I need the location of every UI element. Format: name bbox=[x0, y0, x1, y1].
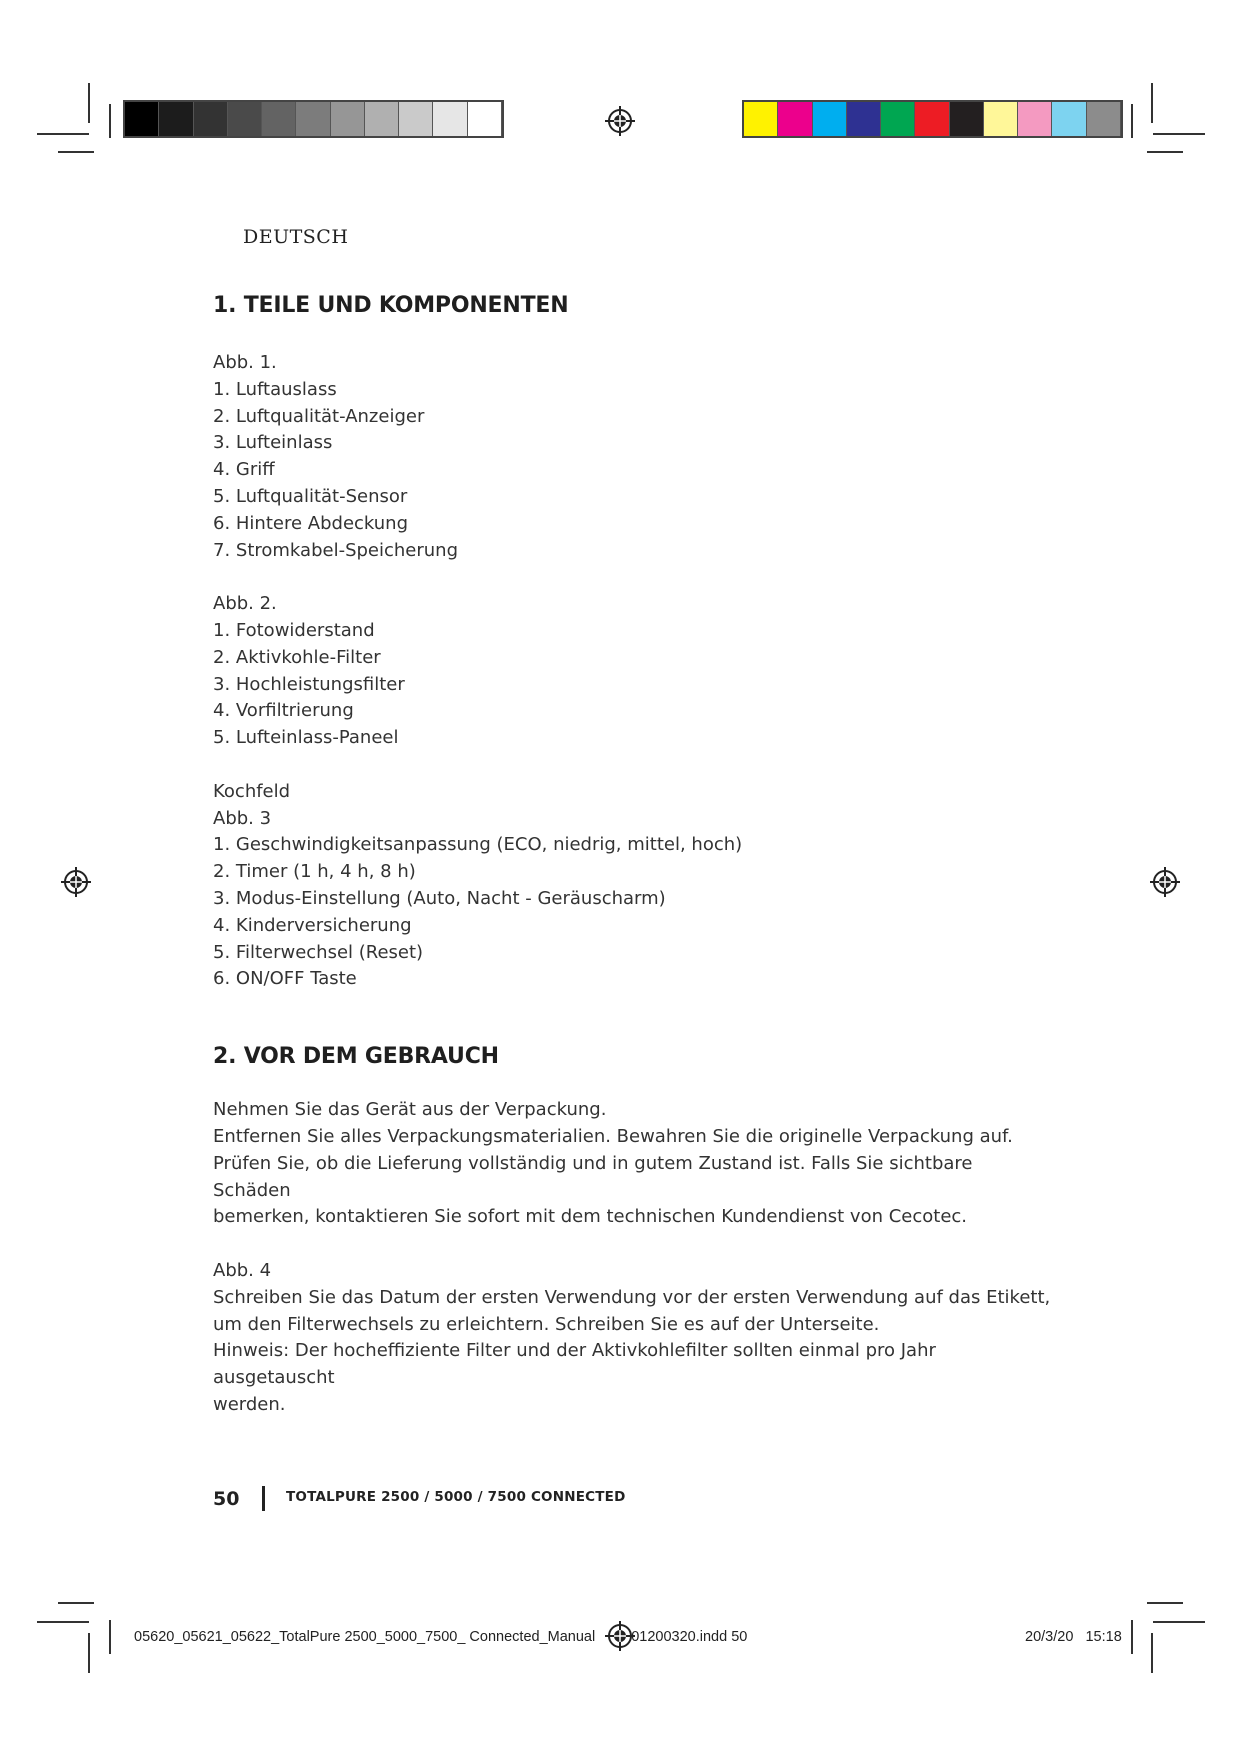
color-swatch bbox=[847, 102, 881, 136]
section-heading: 1. TEILE UND KOMPONENTEN bbox=[213, 293, 569, 318]
color-swatch bbox=[1052, 102, 1086, 136]
color-swatch bbox=[1018, 102, 1052, 136]
crop-mark bbox=[1147, 151, 1183, 153]
list-item: 3. Hochleistungsfilter bbox=[213, 673, 405, 695]
color-swatch bbox=[262, 102, 296, 136]
crop-mark bbox=[58, 1602, 94, 1604]
color-swatch bbox=[194, 102, 228, 136]
color-swatch bbox=[159, 102, 193, 136]
list-item: 5. Filterwechsel (Reset) bbox=[213, 941, 424, 963]
crop-mark bbox=[88, 83, 90, 123]
crop-mark bbox=[1151, 1633, 1153, 1673]
color-swatch bbox=[1087, 102, 1121, 136]
paragraph bbox=[213, 1097, 1053, 1231]
crop-mark bbox=[109, 104, 111, 138]
grayscale-color-bar bbox=[123, 100, 504, 138]
figure-label: Abb. 3 bbox=[213, 807, 272, 829]
list-item: 2. Timer (1 h, 4 h, 8 h) bbox=[213, 861, 416, 883]
slug-file-left: 05620_05621_05622_TotalPure 2500_5000_7500_ Connected_Manual bbox=[134, 1629, 596, 1645]
figure-label: Abb. 4 bbox=[213, 1259, 272, 1281]
color-swatch bbox=[915, 102, 949, 136]
list-item: 4. Kinderversicherung bbox=[213, 914, 412, 936]
color-swatch bbox=[296, 102, 330, 136]
crop-mark bbox=[37, 133, 89, 135]
text-line: werden. bbox=[213, 1393, 286, 1415]
color-swatch bbox=[433, 102, 467, 136]
list-item: 2. Luftqualität-Anzeiger bbox=[213, 405, 425, 427]
figure-label: Abb. 1. bbox=[213, 352, 277, 373]
color-swatch bbox=[331, 102, 365, 136]
list-item: 6. ON/OFF Taste bbox=[213, 968, 357, 990]
language-header: DEUTSCH bbox=[243, 226, 349, 248]
color-swatch bbox=[228, 102, 262, 136]
slug-file-right: 01200320.indd 50 bbox=[631, 1629, 748, 1645]
color-swatch bbox=[950, 102, 984, 136]
page-number: 50 bbox=[213, 1488, 240, 1510]
slug-timestamp bbox=[1025, 1629, 1122, 1645]
crop-mark bbox=[37, 1621, 89, 1623]
text-line: Schreiben Sie das Datum der ersten Verwendung vor der ersten Verwendung auf das Etikett, bbox=[213, 1286, 1051, 1308]
registration-mark-icon bbox=[605, 106, 635, 136]
text-line: Entfernen Sie alles Verpackungsmaterialien. Bewahren Sie die originelle Verpackung auf. bbox=[213, 1125, 1013, 1147]
main-content bbox=[213, 288, 1053, 1419]
text-line: Nehmen Sie das Gerät aus der Verpackung. bbox=[213, 1099, 607, 1121]
list-item: 4. Griff bbox=[213, 459, 275, 481]
list-item: 7. Stromkabel-Speicherung bbox=[213, 539, 459, 561]
slug-date: 20/3/20 bbox=[1025, 1629, 1074, 1645]
crop-mark bbox=[1147, 1602, 1183, 1604]
crop-mark bbox=[1131, 104, 1133, 138]
color-swatch bbox=[399, 102, 433, 136]
figure-3-legend bbox=[213, 779, 1053, 993]
list-item: 1. Fotowiderstand bbox=[213, 619, 375, 641]
color-swatch bbox=[984, 102, 1018, 136]
paragraph bbox=[213, 1258, 1053, 1419]
subheading: Kochfeld bbox=[213, 780, 291, 802]
section-heading: 2. VOR DEM GEBRAUCH bbox=[213, 1044, 499, 1070]
list-item: 3. Lufteinlass bbox=[213, 432, 333, 454]
slug-filename bbox=[134, 1629, 747, 1645]
list-item: 5. Luftqualität-Sensor bbox=[213, 485, 408, 507]
crop-mark bbox=[1151, 83, 1153, 123]
cmyk-color-bar bbox=[742, 100, 1123, 138]
color-swatch bbox=[125, 102, 159, 136]
registration-mark-icon bbox=[1150, 867, 1180, 897]
color-swatch bbox=[468, 102, 502, 136]
color-swatch bbox=[881, 102, 915, 136]
crop-mark bbox=[1153, 1621, 1205, 1623]
product-name: TOTALPURE 2500 / 5000 / 7500 CONNECTED bbox=[286, 1489, 626, 1505]
crop-mark bbox=[58, 151, 94, 153]
figure-1-legend bbox=[213, 350, 1053, 564]
crop-mark bbox=[88, 1633, 90, 1673]
crop-mark bbox=[1153, 133, 1205, 135]
slug-time: 15:18 bbox=[1085, 1629, 1122, 1645]
list-item: 1. Luftauslass bbox=[213, 378, 337, 400]
crop-mark bbox=[1131, 1620, 1133, 1654]
text-line: um den Filterwechsels zu erleichtern. Schreiben Sie es auf der Unterseite. bbox=[213, 1313, 880, 1335]
text-line: Prüfen Sie, ob die Lieferung vollständig und in gutem Zustand ist. Falls Sie sichtbare Schäden bbox=[213, 1152, 973, 1201]
list-item: 5. Lufteinlass-Paneel bbox=[213, 727, 399, 749]
figure-label: Abb. 2. bbox=[213, 593, 277, 615]
list-item: 4. Vorfiltrierung bbox=[213, 700, 354, 722]
list-item: 2. Aktivkohle-Filter bbox=[213, 646, 381, 668]
footer-divider bbox=[262, 1486, 265, 1511]
list-item: 1. Geschwindigkeitsanpassung (ECO, niedrig, mittel, hoch) bbox=[213, 834, 743, 856]
color-swatch bbox=[813, 102, 847, 136]
color-swatch bbox=[778, 102, 812, 136]
text-line: Hinweis: Der hocheffiziente Filter und der Aktivkohlefilter sollten einmal pro Jahr ausgetauscht bbox=[213, 1340, 936, 1389]
list-item: 3. Modus-Einstellung (Auto, Nacht - Geräuscharm) bbox=[213, 887, 666, 909]
list-item: 6. Hintere Abdeckung bbox=[213, 512, 409, 534]
color-swatch bbox=[744, 102, 778, 136]
text-line: bemerken, kontaktieren Sie sofort mit dem technischen Kundendienst von Cecotec. bbox=[213, 1206, 968, 1228]
figure-2-legend bbox=[213, 591, 1053, 752]
color-swatch bbox=[365, 102, 399, 136]
crop-mark bbox=[109, 1620, 111, 1654]
registration-mark-icon bbox=[61, 867, 91, 897]
